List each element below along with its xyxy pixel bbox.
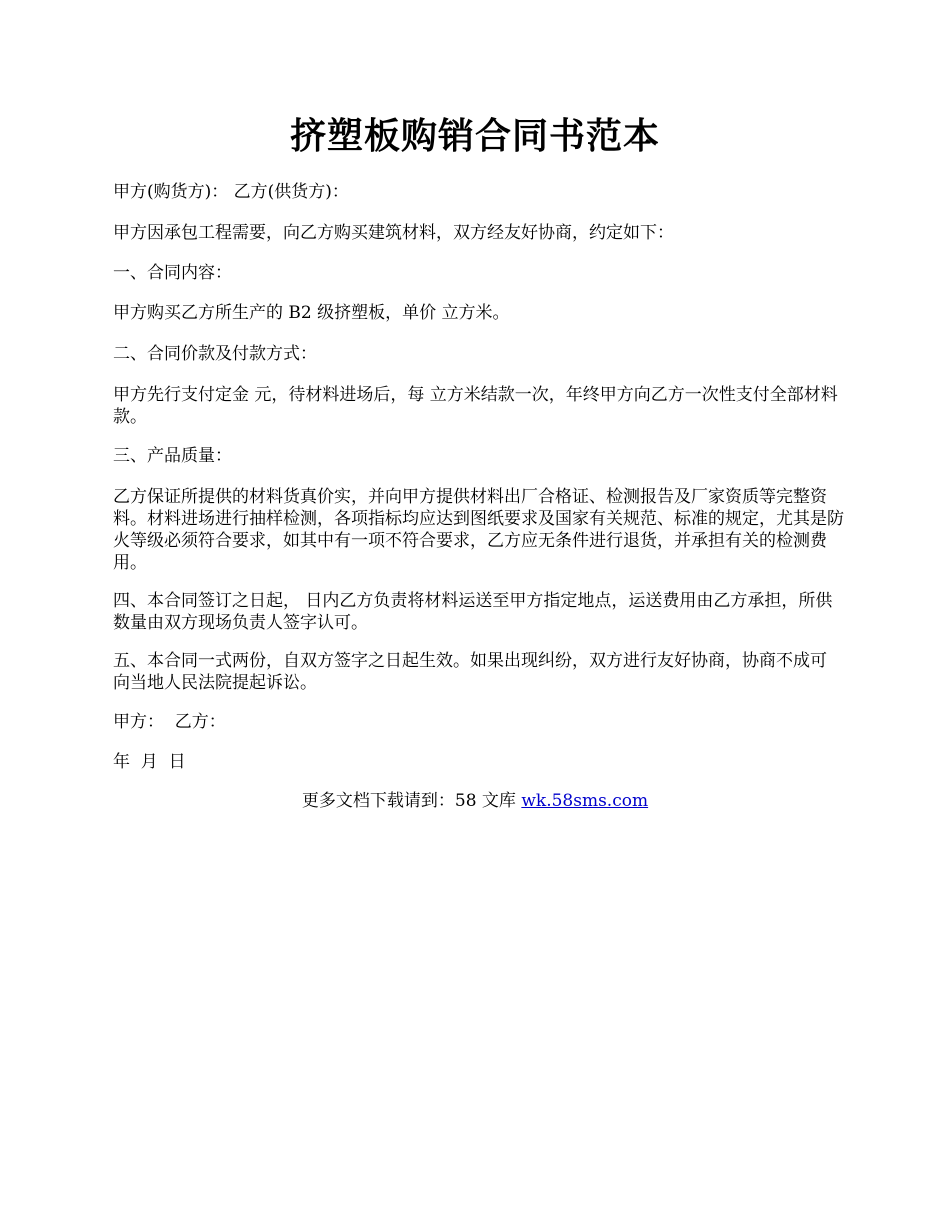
section-3-body: 乙方保证所提供的材料货真价实，并向甲方提供材料出厂合格证、检测报告及厂家资质等完整资料。材料进场进行抽样检测，各项指标均应达到图纸要求及国家有关规范、标准的规定，尤其是防火等级必须符合要求，如其中有一项不符合要求，乙方应无条件进行退货，并承担有关的检测费用。 [113,487,844,573]
date-line: 年 月 日 [113,752,186,772]
document-title: 挤塑板购销合同书范本 [289,115,660,157]
section-1-body: 甲方购买乙方所生产的 B2 级挤塑板，单价 立方米。 [113,303,510,323]
signature-line: 甲方： 乙方： [113,712,226,732]
section-5-body: 五、本合同一式两份，自双方签字之日起生效。如果出现纠纷，双方进行友好协商，协商不成可向当地人民法院提起诉讼。 [113,651,827,693]
section-2-body: 甲方先行支付定金 元，待材料进场后，每 立方米结款一次，年终甲方向乙方一次性支付全部材料款。 [113,385,838,427]
footer-text: 更多文档下载请到：58 文库 [301,791,522,811]
section-3-heading: 三、产品质量： [113,446,232,466]
section-1-heading: 一、合同内容： [113,263,232,283]
footer-link[interactable]: wk.58sms.com [521,791,649,811]
section-2-heading: 二、合同价款及付款方式： [113,344,317,364]
intro-paragraph: 甲方因承包工程需要，向乙方购买建筑材料，双方经友好协商，约定如下： [113,223,674,243]
section-4-body: 四、本合同签订之日起， 日内乙方负责将材料运送至甲方指定地点，运送费用由乙方承担，所供数量由双方现场负责人签字认可。 [113,591,833,633]
parties-line: 甲方(购货方)： 乙方(供货方)： [113,182,349,202]
footer-note [0,790,950,812]
